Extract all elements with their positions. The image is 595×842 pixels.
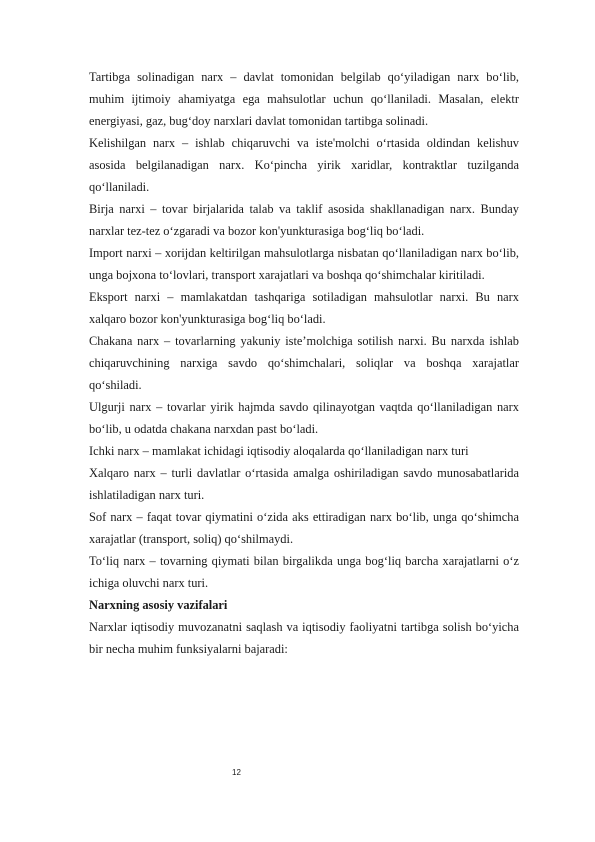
paragraph-intro: Narxlar iqtisodiy muvozanatni saqlash va iqtisodiy faoliyatni tartibga solish bo‘yicha bir necha muhim funksiyalarni bajaradi: xyxy=(89,620,519,656)
paragraph-full-price: To‘liq narx – tovarning qiymati bilan birgalikda unga bog‘liq barcha xarajatlarni o‘z ichiga oluvchi narx turi. xyxy=(89,554,519,590)
section-heading: Narxning asosiy vazifalari xyxy=(89,598,228,612)
paragraph-regulated-price: Tartibga solinadigan narx – davlat tomonidan belgilab qo‘yiladigan narx bo‘lib, muhim ijtimoiy ahamiyatga ega mahsulotlar uchun qo‘llaniladi. Masalan, elektr energiyasi, gaz, bug‘doy narxlari davlat tomonidan tartibga solinadi. xyxy=(89,70,519,128)
paragraph-domestic-price: Ichki narx – mamlakat ichidagi iqtisodiy aloqalarda qo‘llaniladigan narx turi xyxy=(89,444,469,458)
paragraph-negotiated-price: Kelishilgan narx – ishlab chiqaruvchi va iste'molchi o‘rtasida oldindan kelishuv asosida belgilanadigan narx. Ko‘pincha yirik xaridlar, kontraktlar tuzilganda qo‘llaniladi. xyxy=(89,136,519,194)
paragraph-wholesale-price: Ulgurji narx – tovarlar yirik hajmda savdo qilinayotgan vaqtda qo‘llaniladigan narx bo‘lib, u odatda chakana narxdan past bo‘ladi. xyxy=(89,400,519,436)
page-body xyxy=(89,66,519,660)
paragraph-international-price: Xalqaro narx – turli davlatlar o‘rtasida amalga oshiriladigan savdo munosabatlarida ishlatiladigan narx turi. xyxy=(89,466,519,502)
paragraph-exchange-price: Birja narxi – tovar birjalarida talab va taklif asosida shakllanadigan narx. Bunday narxlar tez-tez o‘zgaradi va bozor kon'yunkturasiga bog‘liq bo‘ladi. xyxy=(89,202,519,238)
paragraph-retail-price: Chakana narx – tovarlarning yakuniy iste’molchiga sotilish narxi. Bu narxda ishlab chiqaruvchining narxiga savdo qo‘shimchalari, soliqlar va boshqa xarajatlar qo‘shiladi. xyxy=(89,334,519,392)
paragraph-net-price: Sof narx – faqat tovar qiymatini o‘zida aks ettiradigan narx bo‘lib, unga qo‘shimcha xarajatlar (transport, soliq) qo‘shilmaydi. xyxy=(89,510,519,546)
paragraph-import-price: Import narxi – xorijdan keltirilgan mahsulotlarga nisbatan qo‘llaniladigan narx bo‘lib, unga bojxona to‘lovlari, transport xarajatlari va boshqa qo‘shimchalar kiritiladi. xyxy=(89,246,519,282)
page-number: 12 xyxy=(232,768,241,777)
paragraph-export-price: Eksport narxi – mamlakatdan tashqariga sotiladigan mahsulotlar narxi. Bu narx xalqaro bozor kon'yunkturasiga bog‘liq bo‘ladi. xyxy=(89,290,519,326)
